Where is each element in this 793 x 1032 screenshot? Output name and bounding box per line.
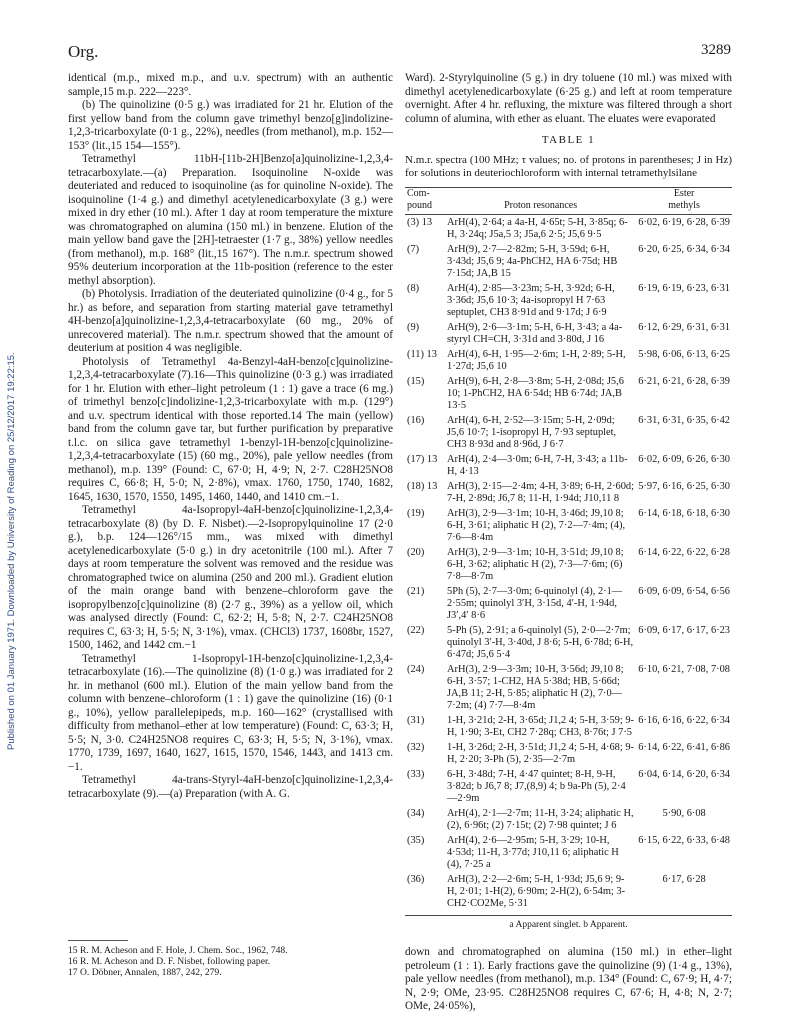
compound-cell: (35) — [407, 834, 425, 846]
resonance-cell: ArH(3), 2·9—3·1m; 10-H, 3·46d; J9,10 8; 6-H, 3·61; aliphatic H (2), 7·2—7·4m; (4), 7·6—8·4m — [447, 507, 626, 543]
nmr-table — [405, 187, 732, 911]
paragraph: (b) The quinolizine (0·5 g.) was irradiated for 21 hr. Elution of the first yellow band from the column gave trimethyl benzo[g]indolizine-1,2,3-tricarboxylate (0·1 g., 22%), needles (from methanol), m.p. 152—153° (lit.,15 154—155°). — [68, 99, 393, 152]
ester-cell: 5·97, 6·16, 6·25, 6·30 — [638, 480, 730, 492]
resonance-cell: ArH(9), 2·7—2·82m; 5-H, 3·59d; 6-H, 3·43d; J5,6 9; 4a-PhCH2, HA 6·75d; HB 7·15d; JA,B 15 — [447, 243, 618, 279]
compound-cell: (31) — [407, 714, 425, 726]
table-row — [405, 347, 732, 374]
compound-cell: (8) — [407, 282, 420, 294]
download-notice[interactable]: Published on 01 January 1971. Downloaded by University of Reading on 25/12/2017 19:22:15. — [6, 352, 17, 750]
resonance-cell: ArH(9), 6-H, 2·8—3·8m; 5-H, 2·08d; J5,6 10; 1-PhCH2, HA 6·54d; HB 6·74d; JA,B 13·5 — [447, 375, 624, 411]
compound-cell: (22) — [407, 624, 425, 636]
resonance-cell: ArH(4), 6-H, 1·95—2·6m; 1-H, 2·89; 5-H, 1·27d; J5,6 10 — [447, 348, 626, 372]
table-row — [405, 281, 732, 320]
compound-cell: (16) — [407, 414, 425, 426]
footnote: 16 R. M. Acheson and D. F. Nisbet, following paper. — [68, 956, 271, 967]
compound-cell: (32) — [407, 741, 425, 753]
paragraph: Photolysis of Tetramethyl 4a-Benzyl-4aH-benzo[c]quinolizine-1,2,3,4-tetracarboxylate (7).16—This quinolizine (0·3 g.) was irradiated for 1 hr. Elution with ether–light petroleum (1 : 1) gave a trace (6 mg.) of trimethyl benzo[c]indolizine-1,2,3-tricarboxylate with m.p. (129°) and u.v. spectrum identical with those reported.14 The main (yellow) band from the column gave tar, but further purification by preparative t.l.c. on silica gave tetramethyl 1-benzyl-1H-benzo[c]quinolizine-1,2,3,4-tetracarboxylate (15) (60 mg., 20%), pale yellow needles (from methanol), m.p. 139° (Found: C, 67·0; H, 4·9; N, 2·7. C28H25NO8 requires C, 66·8; H, 5·0; N, 2·8%), νmax. 1760, 1750, 1740, 1682, 1645, 1630, 1570, 1550, 1495, 1460, 1440, and 1410 cm.−1. — [68, 355, 393, 503]
compound-cell: (18) 13 — [407, 480, 438, 492]
resonance-cell: ArH(3), 2·2—2·6m; 5-H, 1·93d; J5,6 9; 9-H, 2·01; 1-H(2), 6·90m; 2-H(2), 6·54m; 3-CH2·CO2Me, 5·31 — [447, 873, 626, 909]
ester-cell: 6·17, 6·28 — [662, 873, 706, 885]
compound-cell: (33) — [407, 768, 425, 780]
paragraph: Ward). 2-Styrylquinoline (5 g.) in dry toluene (10 ml.) was mixed with dimethyl acetylenedicarboxylate (6·25 g.) and left at room temperature overnight. After 4 hr. refluxing, the mixture was filtered through a short column of alumina, with ether as eluant. The eluates were evaporated — [405, 72, 732, 125]
resonance-cell: 5-Ph (5), 2·91; a 6-quinolyl (5), 2·0—2·7m; quinolyl 3′-H, 3·40d, J 8·6; 5-H, 6·78d; 6-H, 6·47d; J5,6 5·4 — [447, 624, 634, 660]
ester-cell: 6·14, 6·22, 6·41, 6·86 — [638, 741, 730, 753]
table-caption: N.m.r. spectra (100 MHz; τ values; no. of protons in parentheses; J in Hz) for solutions in deuteriochloroform with internal tetramethylsilane — [405, 153, 732, 179]
table-row — [405, 662, 732, 713]
resonance-cell: 1-H, 3·21d; 2-H, 3·65d; J1,2 4; 5-H, 3·59; 9-H, 1·90; 3-Et, CH2 7·28q; CH3, 8·76t; J 7·5 — [447, 714, 635, 738]
ester-cell: 6·09, 6·17, 6·17, 6·23 — [638, 624, 730, 636]
table-row — [405, 545, 732, 584]
ester-cell: 6·12, 6·29, 6·31, 6·31 — [638, 321, 730, 333]
compound-cell: (21) — [407, 585, 425, 597]
table-row — [405, 242, 732, 281]
compound-cell: (17) 13 — [407, 453, 438, 465]
ester-cell: 6·14, 6·22, 6·22, 6·28 — [638, 546, 730, 558]
compound-cell: (11) 13 — [407, 348, 437, 360]
ester-cell: 6·15, 6·22, 6·33, 6·48 — [638, 834, 730, 846]
left-column — [68, 72, 393, 801]
table-row — [405, 833, 732, 872]
paragraph: down and chromatographed on alumina (150 ml.) in ether–light petroleum (1 : 1). Early fractions gave the quinolizine (9) (1·4 g., 13%), pale yellow needles (from methanol), m.p. 134° (Found: C, 67·9; H, 4·7; N, 2·9; OMe, 23·95. C28H25NO8 requires C, 67·6; H, 4·8; N, 2·7; OMe, 24·05%), — [405, 946, 732, 1012]
footnote-rule — [68, 940, 128, 941]
paragraph: Tetramethyl 11bH-[11b-2H]Benzo[a]quinolizine-1,2,3,4-tetracarboxylate.—(a) Preparation. Isoquinoline N-oxide was deuteriated and reduced to isoquinoline (as for quinoline N-oxide). The isoquinoline (1·4 g.) and dimethyl acetylenedicarboxylate (3 g.) were mixed in dry ether (10 ml.). After 1 day at room temperature the mixture was chromatographed on alumina (150 ml.) in benzene. Elution of the main yellow band gave the [2H]-tetraester (1·7 g., 38%) yellow needles (from methanol), m.p. 168° (lit.,15 167°). The n.m.r. spectrum showed 95% deuterium incorporation at the 11b-position (reference to the ester methyl absorption). — [68, 153, 393, 287]
header-ester: Ester methyls — [636, 187, 732, 214]
table-row — [405, 479, 732, 506]
footnote: 17 O. Döbner, Annalen, 1887, 242, 279. — [68, 967, 222, 978]
compound-cell: (20) — [407, 546, 425, 558]
table-row — [405, 374, 732, 413]
ester-cell: 6·02, 6·09, 6·26, 6·30 — [638, 453, 730, 465]
paragraph: Tetramethyl 4a-trans-Styryl-4aH-benzo[c]quinolizine-1,2,3,4-tetracarboxylate (9).—(a) Preparation (with A. G. — [68, 774, 393, 800]
table-title: TABLE 1 — [541, 134, 596, 146]
resonance-cell: ArH(3), 2·9—3·3m; 10-H, 3·56d; J9,10 8; 6-H, 3·57; 1-CH2, HA 5·38d; HB, 5·66d; JA,B 11; 2-H, 5·85; aliphatic H (2), 7·0—7·2m; (4) 7·7—8·4m — [447, 663, 624, 711]
resonance-cell: 5Ph (5), 2·7—3·0m; 6-quinolyl (4), 2·1—2·55m; quinolyl 3′H, 3·15d, 4′-H, 1·94d, J3′,4′ 8·6 — [447, 585, 623, 621]
table-row — [405, 506, 732, 545]
table-row — [405, 713, 732, 740]
footnotes — [68, 945, 393, 978]
paragraph: (b) Photolysis. Irradiation of the deuteriated quinolizine (0·4 g., for 5 hr.) as before, and separation from starting material gave tetramethyl 4H-benzo[a]quinolizine-1,2,3,4-tetracarboxylate (60 mg., 20% of unrecovered material). The n.m.r. spectrum showed that the amount of deuterium at position 4 was negligible. — [68, 288, 393, 354]
table-row — [405, 806, 732, 833]
resonance-cell: ArH(3), 2·15—2·4m; 4-H, 3·89; 6-H, 2·60d; 7-H, 2·89d; J6,7 8; 11-H, 1·94d; J10,11 8 — [447, 480, 635, 504]
paragraph: Tetramethyl 1-Isopropyl-1H-benzo[c]quinolizine-1,2,3,4-tetracarboxylate (16).—The quinolizine (8) (1·0 g.) was irradiated for 2 hr. in methanol (600 ml.). Elution of the main yellow band from the column with benzene–chloroform (1 : 1) gave the quinolizine (16) (0·1 g., 10%), yellow parallelepipeds, m.p. 160—162° (crystallised with difficulty from methanol–ether at low temperature) (Found: C, 63·3; H, 5·5; N, 3·0. C24H25NO8 requires C, 63·3; H, 5·5; N, 3·1%), νmax. 1770, 1739, 1697, 1640, 1627, 1615, 1570, 1546, 1443, and 1413 cm.−1. — [68, 652, 393, 773]
paragraph: Tetramethyl 4a-Isopropyl-4aH-benzo[c]quinolizine-1,2,3,4-tetracarboxylate (8) (by D. F. Nisbet).—2-Isopropylquinoline 17 (2·0 g.), b.p. 124—126°/15 mm., was mixed with dimethyl acetylenedicarboxylate (5·0 g.) in dry acetonitrile (100 ml.). After 7 days at room temperature the solvent was removed and the residue was chromatographed twice on alumina (250 and 200 ml.). Gradient elution of the main orange band with benzene–chloroform gave the isopropylbenzo[c]quinolizine (8) (2·7 g., 39%) as a yellow oil, which was analysed directly (Found: C, 62·2; H, 5·8; N, 2·7. C24H25NO8 requires C, 63·3; H, 5·5; N, 3·1%), νmax. (CHCl3) 1737, 1608br, 1527, 1500, 1462, and 1442 cm.−1 — [68, 504, 393, 651]
resonance-cell: ArH(4), 2·4—3·0m; 6-H, 7-H, 3·43; a 11b-H, 4·13 — [447, 453, 628, 477]
resonance-cell: ArH(4), 2·6—2·95m; 5-H, 3·29; 10-H, 4·53d; 11-H, 3·77d; J10,11 6; aliphatic H (4), 7·25 a — [447, 834, 619, 870]
ester-cell: 6·21, 6·21, 6·28, 6·39 — [638, 375, 730, 387]
ester-cell: 5·90, 6·08 — [662, 807, 706, 819]
resonance-cell: ArH(4), 2·1—2·7m; 11-H, 3·24; aliphatic H, (2), 6·96t; (2) 7·15t; (2) 7·98 quintet; J 6 — [447, 807, 634, 831]
ester-cell: 6·09, 6·09, 6·54, 6·56 — [638, 585, 730, 597]
table-row — [405, 452, 732, 479]
compound-cell: (7) — [407, 243, 420, 255]
resonance-cell: ArH(9), 2·6—3·1m; 5-H, 6-H, 3·43; a 4a-styryl CH=CH, 3·31d and 3·80d, J 16 — [447, 321, 623, 345]
compound-cell: (15) — [407, 375, 425, 387]
download-sidebar — [6, 250, 20, 750]
table-row — [405, 413, 732, 452]
table-notes: a Apparent singlet. b Apparent. — [405, 915, 732, 933]
table-row — [405, 872, 732, 911]
resonance-cell: ArH(4), 2·85—3·23m; 5-H, 3·92d; 6-H, 3·36d; J5,6 10·3; 4a-isopropyl H 7·63 septuplet, CH3 8·91d and 9·17d; J 6·9 — [447, 282, 615, 318]
ester-cell: 5·98, 6·06, 6·13, 6·25 — [638, 348, 730, 360]
compound-cell: (19) — [407, 507, 425, 519]
resonance-cell: ArH(4), 6-H, 2·52—3·15m; 5-H, 2·09d; J5,6 10·7; 1-isopropyl H, 7·93 septuplet, CH3 8·93d and 8·96d, J 6·7 — [447, 414, 617, 450]
resonance-cell: ArH(4), 2·64; a 4a-H, 4·65t; 5-H, 3·85q; 6-H, 3·24q; J5a,5 3; J5a,6 2·5; J5,6 9·5 — [447, 216, 628, 240]
compound-cell: (24) — [407, 663, 425, 675]
page-number: 3289 — [701, 42, 731, 58]
ester-cell: 6·14, 6·18, 6·18, 6·30 — [638, 507, 730, 519]
header-resonances: Proton resonances — [445, 187, 636, 214]
ester-cell: 6·04, 6·14, 6·20, 6·34 — [638, 768, 730, 780]
table-header-row — [405, 187, 732, 214]
table-row — [405, 623, 732, 662]
table-row — [405, 767, 732, 806]
compound-cell: (3) 13 — [407, 216, 433, 228]
ester-cell: 6·10, 6·21, 7·08, 7·08 — [638, 663, 730, 675]
ester-cell: 6·31, 6·31, 6·35, 6·42 — [638, 414, 730, 426]
ester-cell: 6·02, 6·19, 6·28, 6·39 — [638, 216, 730, 228]
table-row — [405, 320, 732, 347]
compound-cell: (9) — [407, 321, 420, 333]
resonance-cell: ArH(3), 2·9—3·1m; 10-H, 3·51d; J9,10 8; 6-H, 3·62; aliphatic H (2), 7·3—7·6m; (6) 7·8—8·7m — [447, 546, 624, 582]
footnote: 15 R. M. Acheson and F. Hole, J. Chem. Soc., 1962, 748. — [68, 945, 288, 956]
ester-cell: 6·16, 6·16, 6·22, 6·34 — [638, 714, 730, 726]
compound-cell: (36) — [407, 873, 425, 885]
table-row — [405, 584, 732, 623]
table-body — [405, 214, 732, 911]
resonance-cell: 1-H, 3·26d; 2-H, 3·51d; J1,2 4; 5-H, 4·68; 9-H, 2·20; 3-Ph (5), 2·35—2·7m — [447, 741, 635, 765]
paragraph: identical (m.p., mixed m.p., and u.v. spectrum) with an authentic sample,15 m.p. 222—223°. — [68, 72, 393, 98]
resonance-cell: 6-H, 3·48d; 7-H, 4·47 quintet; 8-H, 9-H, 3·82d; b J6,7 8; J7,(8,9) 4; b 9a-Ph (5), 2·4—2·9m — [447, 768, 626, 804]
ester-cell: 6·20, 6·25, 6·34, 6·34 — [638, 243, 730, 255]
compound-cell: (34) — [407, 807, 425, 819]
journal-name: Org. — [68, 42, 99, 61]
right-column — [405, 72, 732, 1014]
table-row — [405, 214, 732, 242]
ester-cell: 6·19, 6·19, 6·23, 6·31 — [638, 282, 730, 294]
header-compound: Com- pound — [405, 187, 445, 214]
table-row — [405, 740, 732, 767]
